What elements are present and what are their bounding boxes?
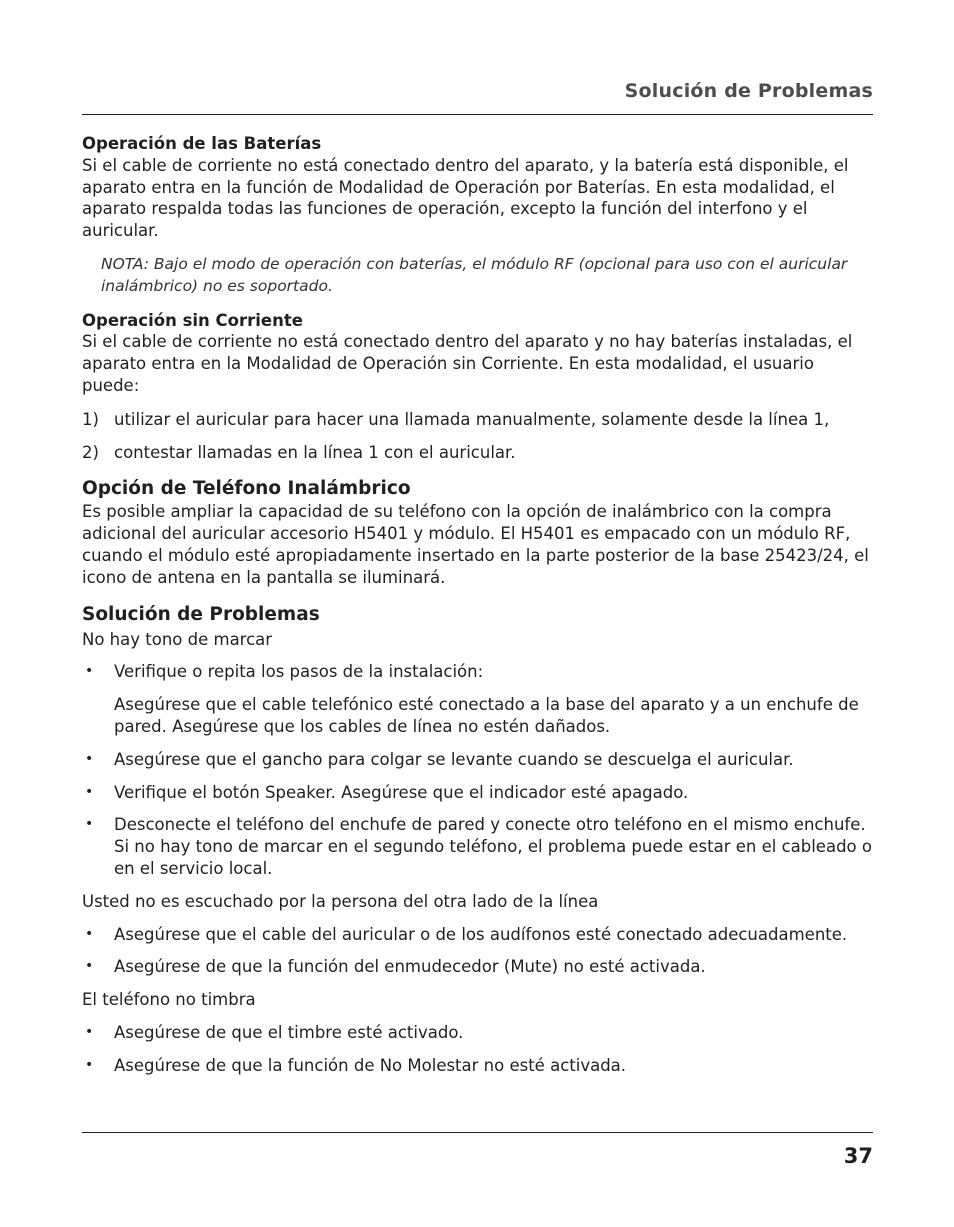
list-item-text: Verifique el botón Speaker. Asegúrese que el indicador esté apagado.	[114, 782, 689, 802]
list-item	[82, 749, 873, 771]
running-header-title: Solución de Problemas	[624, 80, 873, 102]
list-item	[82, 661, 873, 683]
list-item	[82, 409, 873, 431]
problem-label-no-escuchado: Usted no es escuchado por la persona del otra lado de la línea	[82, 891, 599, 911]
bullet-icon: •	[85, 1056, 94, 1073]
list-item-text: Asegúrese de que la función de No Molestar no esté activada.	[114, 1055, 627, 1075]
bullet-icon: •	[85, 1023, 94, 1040]
paragraph-inalambrico: Es posible ampliar la capacidad de su teléfono con la opción de inalámbrico con la compra adicional del auricular accesorio H5401 y módulo. El H5401 es empacado con un módulo RF, cuando el módulo esté apropiadamente insertado en la parte posterior de la base 25423/24, el icono de antena en la pantalla se iluminará.	[82, 502, 869, 587]
heading-inalambrico: Opción de Teléfono Inalámbrico	[82, 478, 411, 500]
list-item-text: utilizar el auricular para hacer una llamada manualmente, solamente desde la línea 1,	[114, 409, 830, 429]
list-item-text: Verifique o repita los pasos de la instalación:	[114, 662, 484, 682]
manual-page	[82, 0, 873, 1227]
sub-paragraph: Asegúrese que el cable telefónico esté conectado a la base del aparato y a un enchufe de pared. Asegúrese que los cables de línea no estén dañados.	[114, 695, 859, 736]
list-item	[82, 1022, 873, 1044]
list-item	[82, 956, 873, 978]
bullet-icon: •	[85, 783, 94, 800]
bullet-icon: •	[85, 663, 94, 680]
problem-label-no-timbra: El teléfono no timbra	[82, 990, 256, 1010]
list-item	[82, 1055, 873, 1077]
list-item	[82, 814, 873, 879]
list-item-text: contestar llamadas en la línea 1 con el auricular.	[114, 442, 516, 462]
list-item-text: Asegúrese que el gancho para colgar se levante cuando se descuelga el auricular.	[114, 749, 794, 769]
list-number: 1)	[82, 409, 99, 429]
heading-baterias: Operación de las Baterías	[82, 134, 322, 153]
list-item	[82, 442, 873, 464]
footer-rule	[82, 1132, 873, 1133]
list-item-text: Asegúrese de que el timbre esté activado.	[114, 1022, 464, 1042]
page-content	[82, 133, 873, 1088]
list-item-text: Asegúrese de que la función del enmudecedor (Mute) no esté activada.	[114, 957, 706, 977]
list-item-text: Asegúrese que el cable del auricular o de los audífonos esté conectado adecuadamente.	[114, 924, 848, 944]
paragraph-sin-corriente: Si el cable de corriente no está conectado dentro del aparato y no hay baterías instaladas, el aparato entra en la Modalidad de Operación sin Corriente. En esta modalidad, el usuario puede:	[82, 332, 853, 395]
list-item	[82, 782, 873, 804]
header-rule	[82, 114, 873, 115]
problem-label-no-tono: No hay tono de marcar	[82, 629, 273, 649]
paragraph-baterias: Si el cable de corriente no está conectado dentro del aparato, y la batería está disponible, el aparato entra en la función de Modalidad de Operación por Baterías. En esta modalidad, el aparato respalda todas las funciones de operación, excepto la función del interfono y el auricular.	[82, 155, 849, 241]
list-number: 2)	[82, 442, 99, 462]
heading-solucion-problemas: Solución de Problemas	[82, 603, 320, 625]
bullet-icon: •	[85, 816, 94, 833]
note-baterias: NOTA: Bajo el modo de operación con baterías, el módulo RF (opcional para uso con el auricular inalámbrico) no es soportado.	[101, 254, 848, 295]
bullet-icon: •	[85, 750, 94, 767]
bullet-icon: •	[85, 925, 94, 942]
heading-sin-corriente: Operación sin Corriente	[82, 310, 303, 330]
page-number: 37	[843, 1144, 873, 1168]
list-item	[82, 924, 873, 946]
list-item-text: Desconecte el teléfono del enchufe de pared y conecte otro teléfono en el mismo enchufe. Si no hay tono de marcar en el segundo teléfono, el problema puede estar en el cableado o en el servicio local.	[114, 815, 872, 878]
bullet-icon: •	[85, 958, 94, 975]
